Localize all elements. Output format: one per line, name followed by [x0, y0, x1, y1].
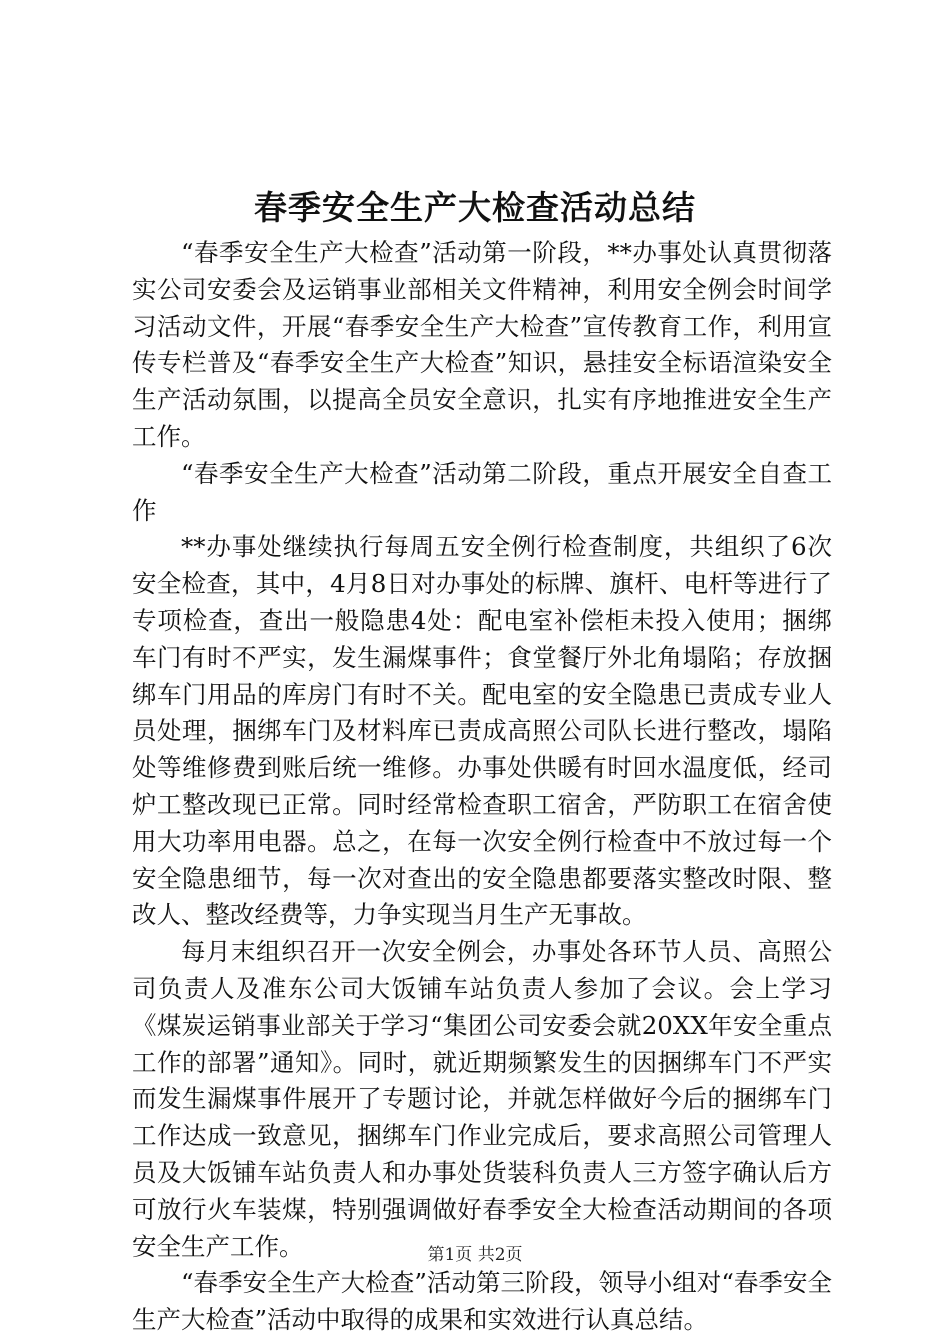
document-body	[132, 235, 832, 1339]
paragraph-weekly-inspection: **办事处继续执行每周五安全例行检查制度，共组织了6次安全检查，其中，4月8日对办事处的标牌、旗杆、电杆等进行了专项检查，查出一般隐患4处：配电室补偿柜未投入使用；捆绑车门有时不严实，发生漏煤事件；食堂餐厅外北角塌陷；存放捆绑车门用品的库房门有时不关。配电室的安全隐患已责成专业人员处理，捆绑车门及材料库已责成高照公司队长进行整改，塌陷处等维修费到账后统一维修。办事处供暖有时回水温度低，经司炉工整改现已正常。同时经常检查职工宿舍，严防职工在宿舍使用大功率用电器。总之，在每一次安全例行检查中不放过每一个安全隐患细节，每一次对查出的安全隐患都要落实整改时限、整改人、整改经费等，力争实现当月生产无事故。	[132, 532, 832, 930]
paragraph-stage-two: “春季安全生产大检查”活动第二阶段，重点开展安全自查工作	[132, 458, 832, 525]
paragraph-stage-three: “春季安全生产大检查”活动第三阶段，领导小组对“春季安全生产大检查”活动中取得的成果和实效进行认真总结。	[132, 1268, 832, 1335]
paragraph-monthly-meeting: 每月末组织召开一次安全例会，办事处各环节人员、高照公司负责人及准东公司大饭铺车站负责人参加了会议。会上学习《煤炭运销事业部关于学习“集团公司安委会就20XX年安全重点工作的部署”通知》。同时，就近期频繁发生的因捆绑车门不严实而发生漏煤事件展开了专题讨论，并就怎样做好今后的捆绑车门工作达成一致意见，捆绑车门作业完成后，要求高照公司管理人员及大饭铺车站负责人和办事处货装科负责人三方签字确认后方可放行火车装煤，特别强调做好春季安全大检查活动期间的各项安全生产工作。	[132, 937, 832, 1261]
paragraph-stage-one: “春季安全生产大检查”活动第一阶段，**办事处认真贯彻落实公司安委会及运销事业部相关文件精神，利用安全例会时间学习活动文件，开展“春季安全生产大检查”宣传教育工作，利用宣传专栏普及“春季安全生产大检查”知识，悬挂安全标语渲染安全生产活动氛围，以提高全员安全意识，扎实有序地推进安全生产工作。	[132, 238, 832, 451]
document-title: 春季安全生产大检查活动总结	[254, 188, 696, 227]
page-number-footer: 第1页 共2页	[427, 1245, 523, 1265]
